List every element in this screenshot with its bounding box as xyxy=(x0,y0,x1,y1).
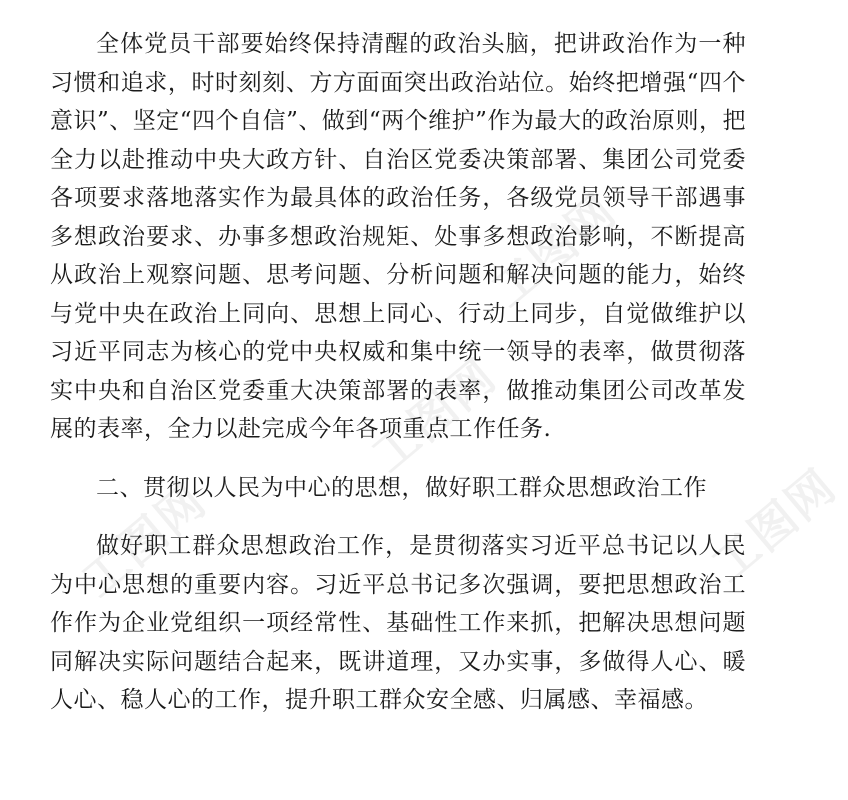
body-paragraph-2: 做好职工群众思想政治工作，是贯彻落实习近平总书记以人民为中心思想的重要内容。习近平总书记多次强调，要把思想政治工作作为企业党组织一项经常性、基础性工作来抓，把解决思想问题同解决实际问题结合起来，既讲道理，又办实事，多做得人心、暖人心、稳人心的工作，提升职工群众安全感、归属感、幸福感。 xyxy=(50,533,746,713)
watermark: 工图网 xyxy=(701,458,847,593)
body-paragraph-1: 全体党员干部要始终保持清醒的政治头脑，把讲政治作为一种习惯和追求，时时刻刻、方方面面突出政治站位。始终把增强“四个意识”、坚定“四个自信”、做到“两个维护”作为最大的政治原则，把全力以赴推动中央大政方针、自治区党委决策部署、集团公司党委各项要求落地落实作为最具体的政治任务，各级党员领导干部遇事多想政治要求、办事多想政治规矩、处事多想政治影响，不断提高从政治上观察问题、思考问题、分析问题和解决问题的能力，始终与党中央在政治上同向、思想上同心、行动上同步，自觉做维护以习近平同志为核心的党中央权威和集中统一领导的表率，做贯彻落实中央和自治区党委重大决策部署的表率，做推动集团公司改革发展的表率，全力以赴完成今年各项重点工作任务. xyxy=(50,31,746,442)
watermark: 工图网 xyxy=(361,348,507,483)
document-body xyxy=(50,25,746,720)
section-heading: 二、贯彻以人民为中心的思想，做好职工群众思想政治工作 xyxy=(96,474,707,501)
watermark: 工图网 xyxy=(481,183,627,318)
watermark: 工图网 xyxy=(71,473,217,608)
